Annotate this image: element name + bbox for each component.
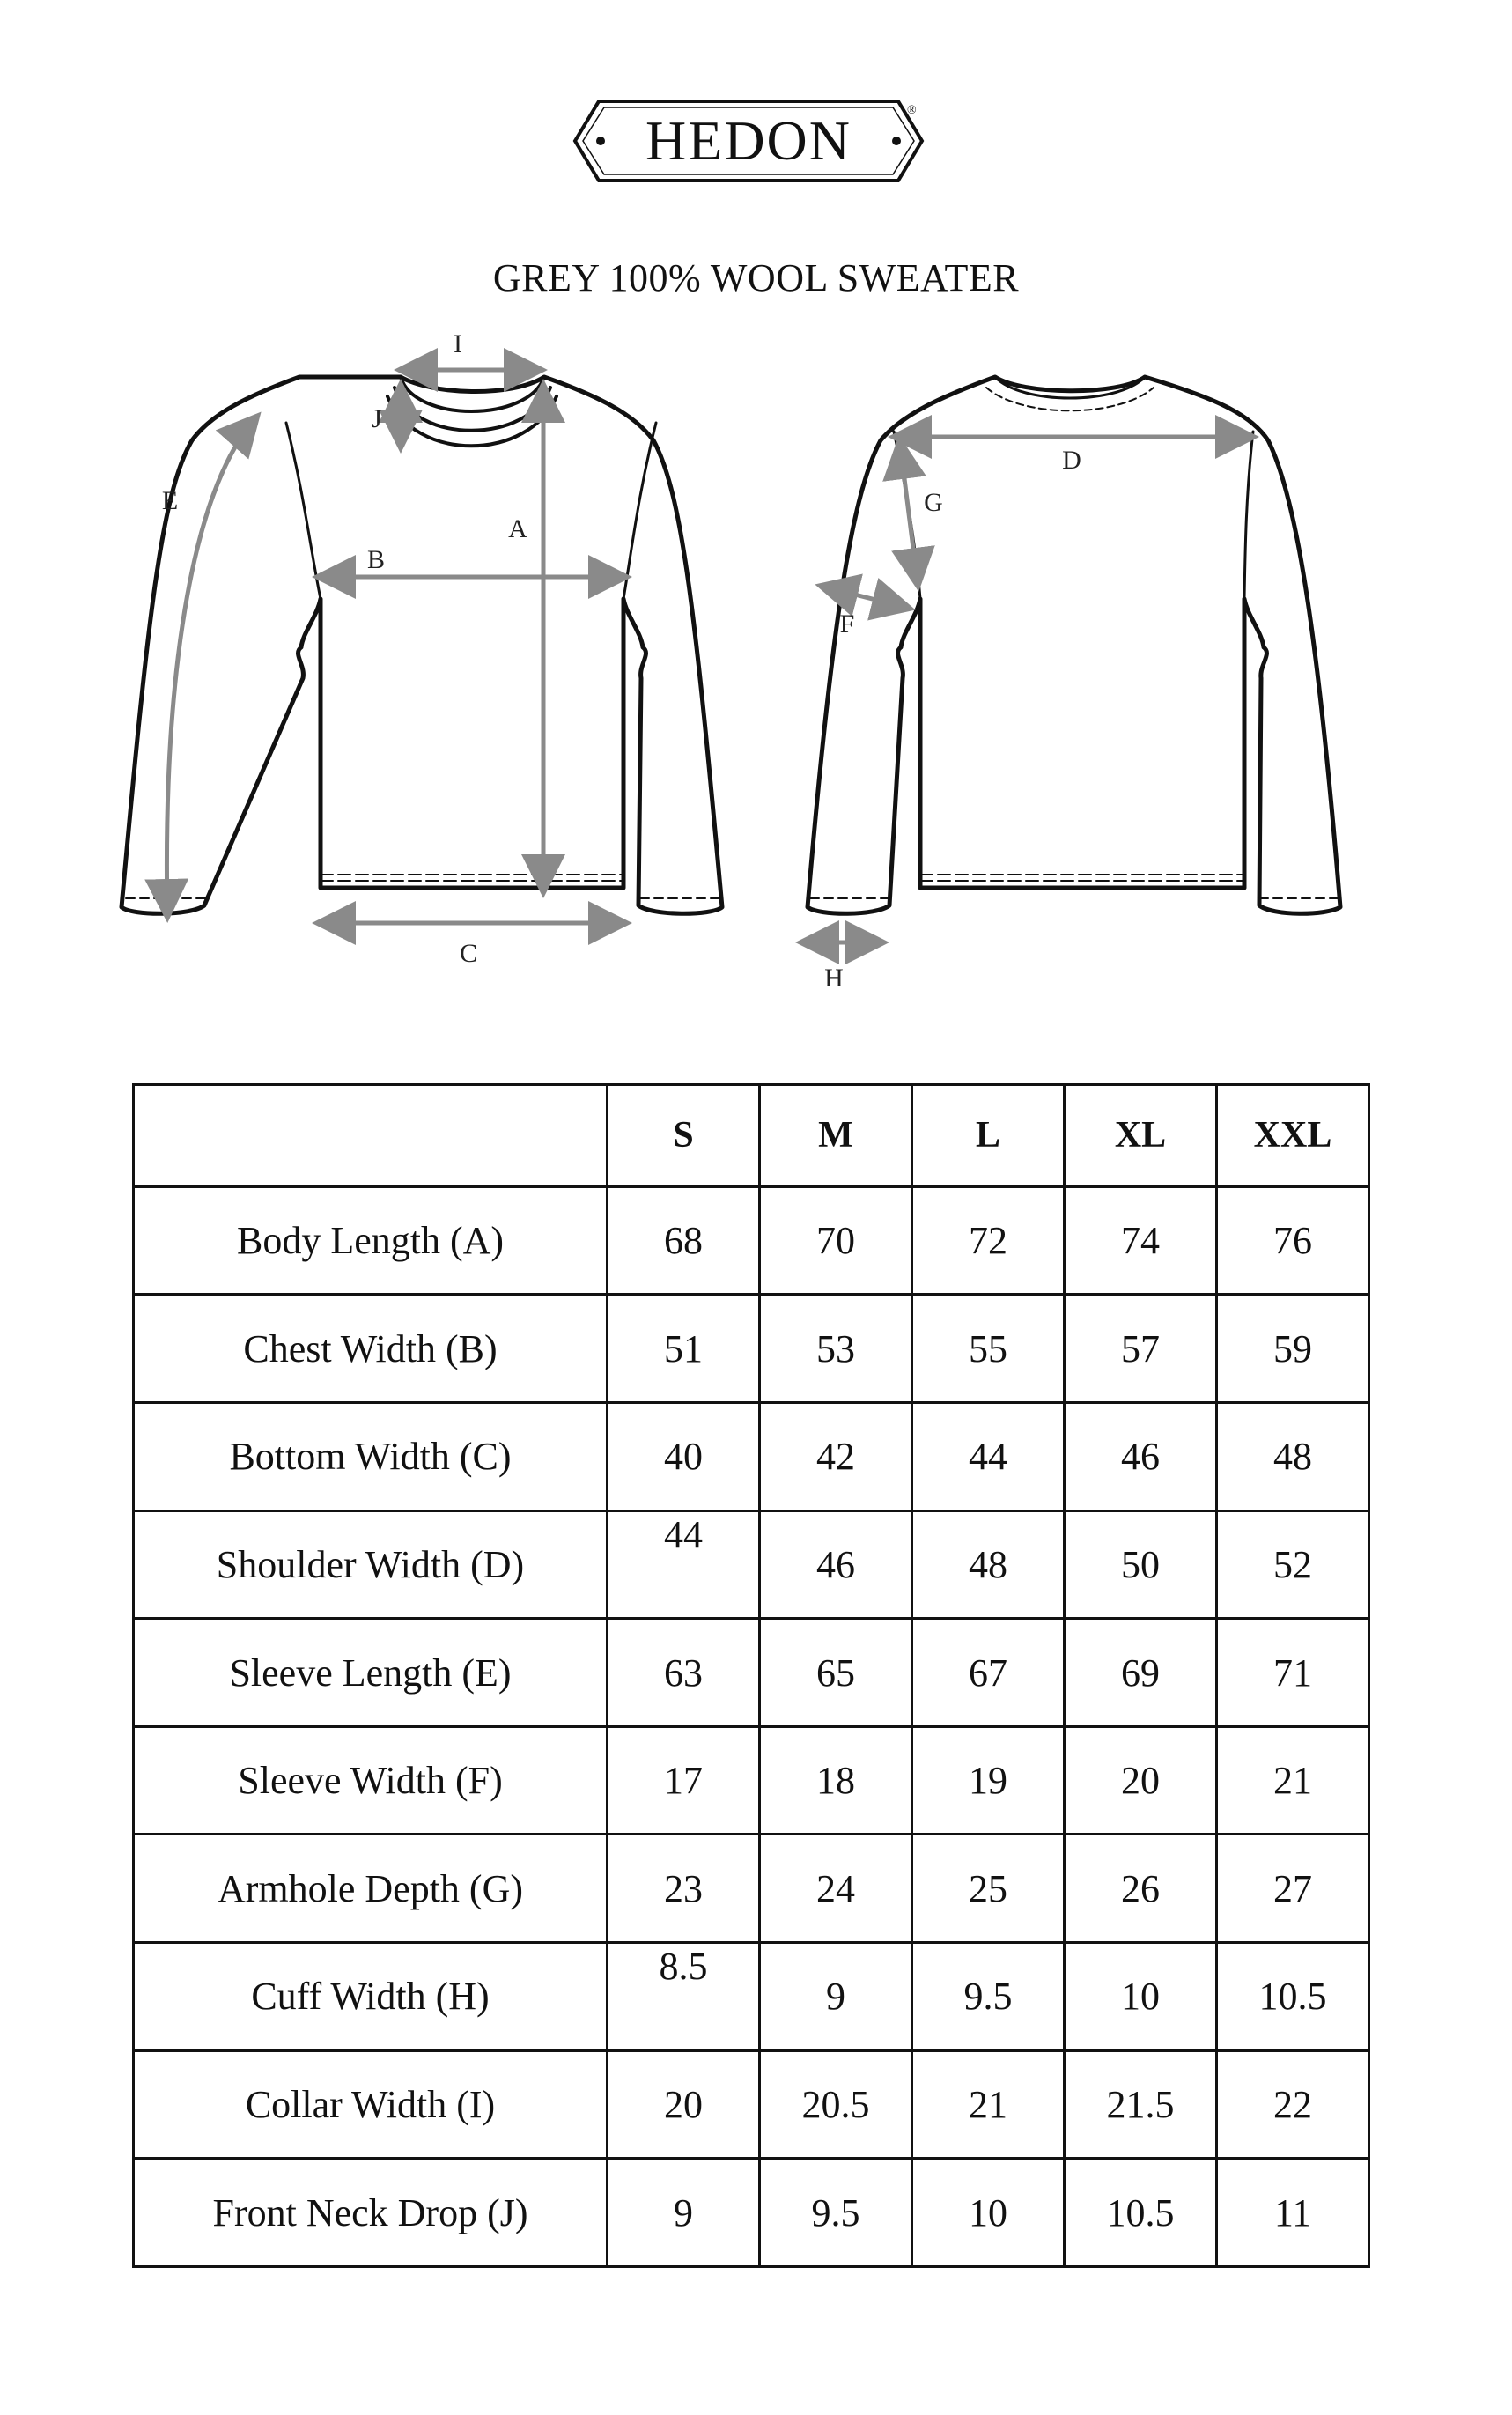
table-cell: 68 [608,1186,760,1295]
table-row [134,2050,1369,2159]
arrow-g [900,444,918,583]
table-cell: 26 [1065,1835,1217,1943]
table-cell: 9 [760,1943,912,2051]
table-row [134,1186,1369,1295]
table-cell: 44 [912,1403,1065,1511]
row-label: Chest Width (B) [134,1295,608,1403]
table-cell: 63 [608,1619,760,1727]
brand-logo [572,99,925,183]
measurement-arrows [166,370,1250,942]
arrow-f [823,587,907,608]
row-label: Armhole Depth (G) [134,1835,608,1943]
label-a: A [508,514,527,543]
label-c: C [459,939,478,968]
arrow-e [166,418,255,914]
table-cell: 10.5 [1217,1943,1369,2051]
table-cell: 22 [1217,2050,1369,2159]
row-label: Body Length (A) [134,1186,608,1295]
label-b: B [366,545,386,574]
table-cell: 24 [760,1835,912,1943]
table-cell: 20.5 [760,2050,912,2159]
table-cell: 44 [608,1510,760,1619]
table-cell: 59 [1217,1295,1369,1403]
size-header-xxl: XXL [1217,1085,1369,1187]
size-chart-table [132,1083,1370,2268]
table-row [134,1943,1369,2051]
registered-mark: ® [907,104,917,117]
table-header-row [134,1085,1369,1187]
size-header-s: S [608,1085,760,1187]
table-row [134,1835,1369,1943]
row-label: Sleeve Length (E) [134,1619,608,1727]
row-label: Front Neck Drop (J) [134,2159,608,2267]
table-cell: 50 [1065,1510,1217,1619]
table-cell: 70 [760,1186,912,1295]
table-cell: 40 [608,1403,760,1511]
table-cell: 18 [760,1726,912,1835]
table-cell: 52 [1217,1510,1369,1619]
row-label: Bottom Width (C) [134,1403,608,1511]
table-cell: 42 [760,1403,912,1511]
table-cell: 19 [912,1726,1065,1835]
product-title: GREY 100% WOOL SWEATER [492,256,1020,299]
label-d: D [1062,446,1081,475]
table-cell: 10 [912,2159,1065,2267]
table-row [134,1726,1369,1835]
table-cell: 27 [1217,1835,1369,1943]
table-cell: 9 [608,2159,760,2267]
table-cell: 10.5 [1065,2159,1217,2267]
table-cell: 21 [912,2050,1065,2159]
table-row [134,1510,1369,1619]
sweater-measurement-diagram [0,317,1512,993]
table-cell: 55 [912,1295,1065,1403]
row-label: Shoulder Width (D) [134,1510,608,1619]
table-cell: 72 [912,1186,1065,1295]
table-cell: 20 [608,2050,760,2159]
table-cell: 46 [1065,1403,1217,1511]
front-view-sketch [122,377,722,913]
label-f: F [839,609,855,639]
table-cell: 23 [608,1835,760,1943]
table-cell: 74 [1065,1186,1217,1295]
size-header-xl: XL [1065,1085,1217,1187]
table-cell: 17 [608,1726,760,1835]
table-row [134,2159,1369,2267]
size-header-l: L [912,1085,1065,1187]
table-cell: 48 [912,1510,1065,1619]
row-label: Sleeve Width (F) [134,1726,608,1835]
table-row [134,1619,1369,1727]
table-row [134,1403,1369,1511]
table-cell: 76 [1217,1186,1369,1295]
size-header-m: M [760,1085,912,1187]
table-cell: 25 [912,1835,1065,1943]
table-cell: 57 [1065,1295,1217,1403]
table-cell: 67 [912,1619,1065,1727]
corner-cell [134,1085,608,1187]
brand-name: HEDON [645,109,852,172]
label-h: H [824,964,844,993]
table-cell: 69 [1065,1619,1217,1727]
table-row [134,1295,1369,1403]
label-j: J [372,404,382,433]
table-cell: 11 [1217,2159,1369,2267]
table-cell: 51 [608,1295,760,1403]
table-cell: 8.5 [608,1943,760,2051]
label-g: G [924,488,943,517]
table-cell: 46 [760,1510,912,1619]
table-cell: 21 [1217,1726,1369,1835]
table-cell: 21.5 [1065,2050,1217,2159]
table-cell: 71 [1217,1619,1369,1727]
label-i: I [454,329,462,358]
row-label: Collar Width (I) [134,2050,608,2159]
table-cell: 48 [1217,1403,1369,1511]
table-cell: 20 [1065,1726,1217,1835]
table-cell: 65 [760,1619,912,1727]
table-cell: 9.5 [760,2159,912,2267]
row-label: Cuff Width (H) [134,1943,608,2051]
label-e: E [161,486,179,515]
table-cell: 10 [1065,1943,1217,2051]
table-cell: 53 [760,1295,912,1403]
table-cell: 9.5 [912,1943,1065,2051]
